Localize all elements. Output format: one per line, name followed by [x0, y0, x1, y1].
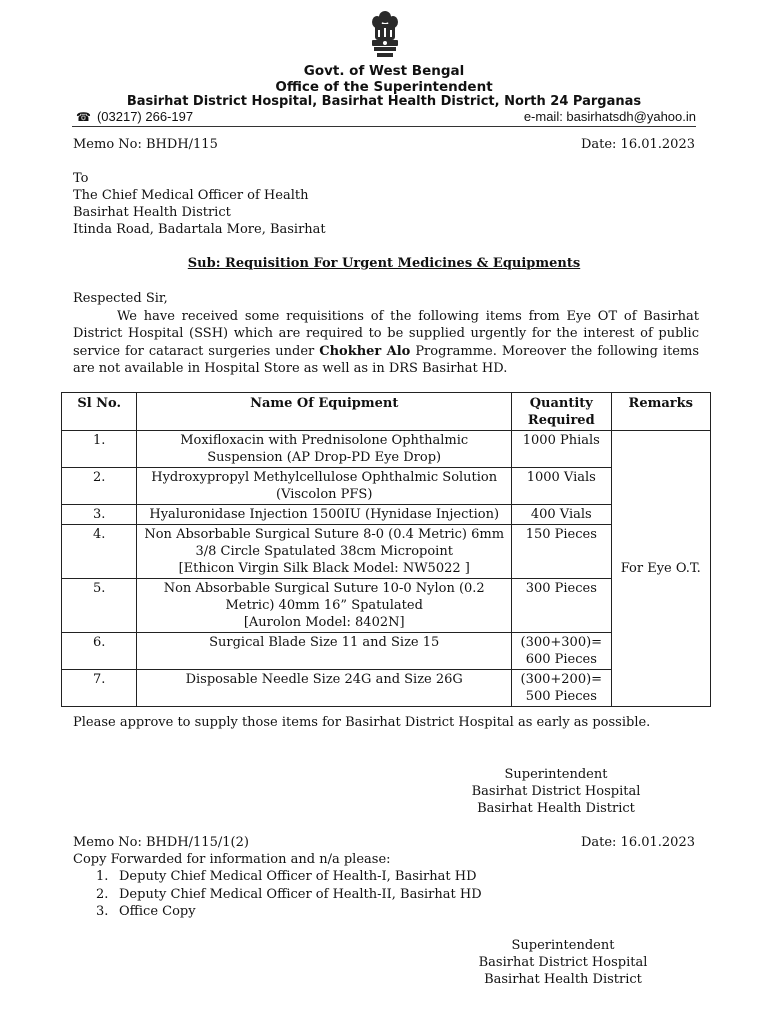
list-item-text: Office Copy	[119, 904, 196, 919]
quantity-line: (300+200)=	[520, 672, 603, 687]
row-sl-no: 2.	[62, 468, 137, 505]
subject-line: Sub: Requisition For Urgent Medicines & Equipments	[187, 256, 581, 271]
quantity-line: 150 Pieces	[525, 527, 597, 542]
list-item	[96, 903, 482, 921]
equipment-name-line: Metric) 40mm 16” Spatulated	[225, 598, 423, 613]
header-quantity: Quantity Required	[512, 393, 611, 431]
row-equipment-name	[137, 633, 512, 670]
recipient-line1: The Chief Medical Officer of Health	[73, 188, 309, 203]
recipient-line2: Basirhat Health District	[73, 205, 231, 220]
salutation: Respected Sir,	[73, 291, 168, 306]
row-equipment-name	[137, 431, 512, 468]
recipient-line3: Itinda Road, Badartala More, Basirhat	[73, 222, 326, 237]
row-remarks: For Eye O.T.	[611, 431, 710, 707]
row-sl-no: 7.	[62, 670, 137, 707]
header-govt: Govt. of West Bengal	[303, 63, 465, 79]
row-quantity	[512, 468, 611, 505]
equipment-name-line: Moxifloxacin with Prednisolone Ophthalmic	[180, 433, 469, 448]
header-office: Office of the Superintendent	[275, 79, 493, 95]
header-hospital: Basirhat District Hospital, Basirhat Health District, North 24 Parganas	[126, 94, 642, 109]
row-sl-no: 3.	[62, 505, 137, 525]
recipient-to: To	[73, 171, 89, 186]
quantity-line: 300 Pieces	[525, 581, 597, 596]
memo-number: Memo No: BHDH/115	[73, 137, 218, 152]
quantity-line: 1000 Vials	[526, 470, 596, 485]
header-email: e-mail: basirhatsdh@yahoo.in	[523, 109, 696, 124]
row-equipment-name	[137, 670, 512, 707]
equipment-name-line: Suspension (AP Drop-PD Eye Drop)	[207, 450, 442, 465]
header-divider	[72, 126, 696, 127]
equipment-name-line: Hydroxypropyl Methylcellulose Ophthalmic Solution	[151, 470, 498, 485]
list-item	[96, 886, 482, 904]
row-quantity	[512, 579, 611, 633]
signature-block-1	[458, 766, 654, 817]
header-equipment-name: Name Of Equipment	[137, 393, 512, 431]
body-part1: We have received some requisitions of the following items from Eye OT of Basirhat District Hospital (SSH) which are required to be supplied urgently for the interest of public service for cataract surgeries under	[73, 309, 699, 359]
list-item-number: 1.	[96, 869, 109, 884]
quantity-line: 600 Pieces	[525, 652, 597, 667]
row-quantity	[512, 505, 611, 525]
equipment-name-line: 3/8 Circle Spatulated 38cm Micropoint	[195, 544, 453, 559]
equipment-name-line: Disposable Needle Size 24G and Size 26G	[185, 672, 463, 687]
row-sl-no: 1.	[62, 431, 137, 468]
equipment-name-line: Surgical Blade Size 11 and Size 15	[209, 635, 440, 650]
body-part2: Programme. Moreover the following items are not available in Hospital Store as well as in DRS Basirhat HD.	[73, 343, 699, 376]
memo2-date: Date: 16.01.2023	[580, 835, 695, 850]
header-remarks: Remarks	[611, 393, 710, 431]
memo-date: Date: 16.01.2023	[580, 137, 695, 152]
row-quantity	[512, 525, 611, 579]
equipment-name-line: Non Absorbable Surgical Suture 8-0 (0.4 Metric) 6mm	[144, 527, 505, 542]
equipment-name-line: Hyaluronidase Injection 1500IU (Hynidase Injection)	[149, 507, 500, 522]
copy-recipient-list	[96, 868, 482, 921]
equipment-name-line: (Viscolon PFS)	[276, 487, 373, 502]
list-item	[96, 868, 482, 886]
row-sl-no: 6.	[62, 633, 137, 670]
list-item-number: 2.	[96, 886, 109, 902]
table-header-row	[62, 393, 711, 431]
row-quantity	[512, 431, 611, 468]
equipment-name-line: [Aurolon Model: 8402N]	[243, 615, 405, 630]
body-paragraph	[73, 308, 699, 377]
body-programme-name: Chokher Alo	[319, 343, 411, 359]
requisition-table	[61, 392, 711, 707]
row-sl-no: 5.	[62, 579, 137, 633]
row-sl-no: 4.	[62, 525, 137, 579]
signature-title: Superintendent	[504, 767, 608, 782]
signature-district: Basirhat Health District	[477, 801, 635, 816]
row-equipment-name	[137, 468, 512, 505]
row-quantity	[512, 670, 611, 707]
signature-hospital: Basirhat District Hospital	[471, 784, 641, 799]
row-quantity	[512, 633, 611, 670]
row-equipment-name	[137, 579, 512, 633]
quantity-line: (300+300)=	[520, 635, 603, 650]
row-equipment-name	[137, 525, 512, 579]
quantity-line: 500 Pieces	[525, 689, 597, 704]
equipment-name-line: [Ethicon Virgin Silk Black Model: NW5022 ]	[178, 561, 470, 576]
table-row	[62, 431, 711, 468]
telephone-icon: ☎	[76, 110, 91, 124]
signature-title: Superintendent	[511, 938, 615, 953]
closing-request: Please approve to supply those items for Basirhat District Hospital as early as possible.	[73, 715, 651, 730]
ashoka-emblem-icon	[368, 10, 402, 62]
quantity-line: 1000 Phials	[522, 433, 600, 448]
equipment-name-line: Non Absorbable Surgical Suture 10-0 Nylon (0.2	[163, 581, 485, 596]
signature-hospital: Basirhat District Hospital	[478, 955, 648, 970]
row-equipment-name	[137, 505, 512, 525]
header-phone	[76, 109, 193, 124]
signature-block-2	[465, 937, 661, 988]
copy-forwarded-line: Copy Forwarded for information and n/a please:	[73, 852, 391, 867]
signature-district: Basirhat Health District	[484, 972, 642, 987]
list-item-text: Deputy Chief Medical Officer of Health-I, Basirhat HD	[119, 869, 477, 884]
list-item-number: 3.	[96, 904, 109, 919]
phone-number: (03217) 266-197	[96, 109, 194, 124]
header-sl-no: Sl No.	[62, 393, 137, 431]
quantity-line: 400 Vials	[530, 507, 592, 522]
memo2-number: Memo No: BHDH/115/1(2)	[73, 835, 249, 850]
list-item-text: Deputy Chief Medical Officer of Health-II, Basirhat HD	[119, 886, 482, 902]
